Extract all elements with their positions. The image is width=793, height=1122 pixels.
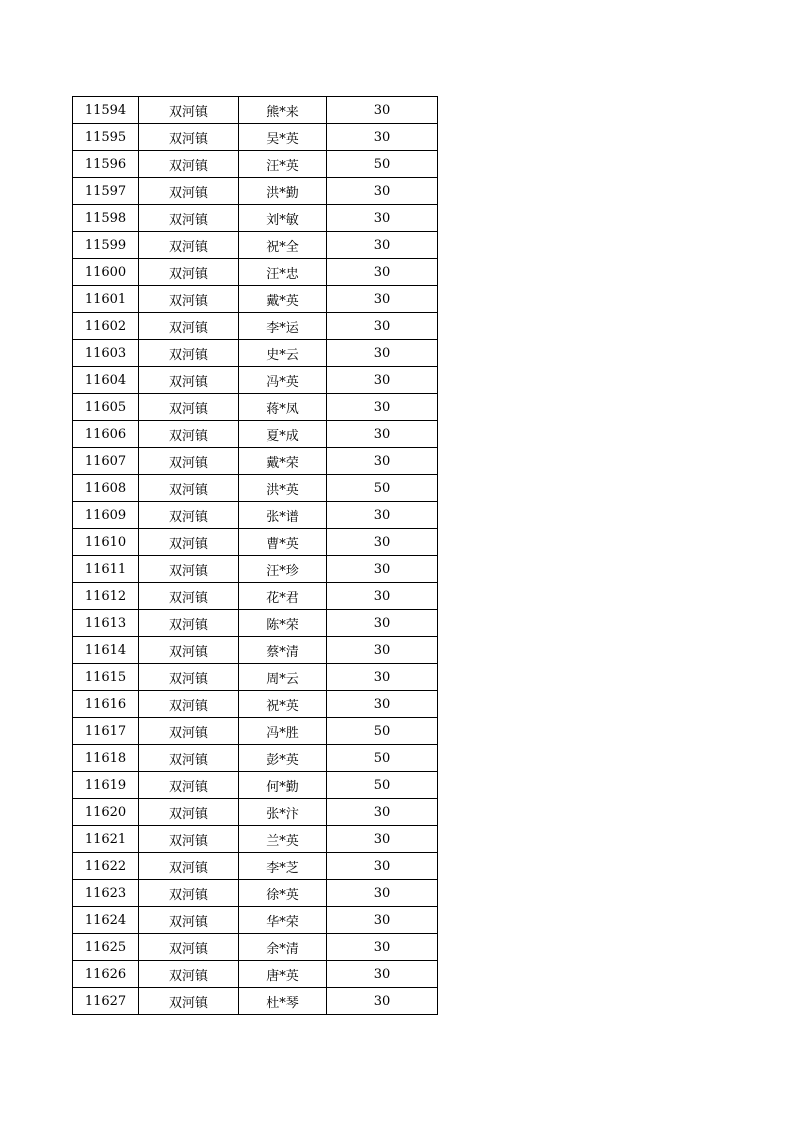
table-row [73,502,438,529]
town-cell: 双河镇 [139,124,239,151]
town-cell: 双河镇 [139,799,239,826]
row-id-cell: 11620 [73,799,139,826]
amount-cell: 50 [327,718,438,745]
row-id-cell: 11603 [73,340,139,367]
amount-cell: 30 [327,259,438,286]
table-row [73,961,438,988]
table-row [73,367,438,394]
town-cell: 双河镇 [139,610,239,637]
row-id-cell: 11614 [73,637,139,664]
row-id-cell: 11597 [73,178,139,205]
table-row [73,259,438,286]
row-id-cell: 11611 [73,556,139,583]
town-cell: 双河镇 [139,286,239,313]
row-id-cell: 11610 [73,529,139,556]
name-cell: 熊*来 [239,97,327,124]
amount-cell: 30 [327,583,438,610]
row-id-cell: 11624 [73,907,139,934]
table-row [73,745,438,772]
name-cell: 史*云 [239,340,327,367]
name-cell: 余*清 [239,934,327,961]
name-cell: 蒋*凤 [239,394,327,421]
table-row [73,583,438,610]
town-cell: 双河镇 [139,313,239,340]
amount-cell: 30 [327,340,438,367]
name-cell: 汪*英 [239,151,327,178]
name-cell: 唐*英 [239,961,327,988]
amount-cell: 30 [327,988,438,1015]
name-cell: 张*谱 [239,502,327,529]
town-cell: 双河镇 [139,178,239,205]
table-row [73,286,438,313]
name-cell: 汪*珍 [239,556,327,583]
row-id-cell: 11623 [73,880,139,907]
row-id-cell: 11605 [73,394,139,421]
name-cell: 冯*胜 [239,718,327,745]
table-row [73,313,438,340]
amount-cell: 30 [327,637,438,664]
table-row [73,880,438,907]
town-cell: 双河镇 [139,772,239,799]
name-cell: 戴*荣 [239,448,327,475]
amount-cell: 50 [327,745,438,772]
town-cell: 双河镇 [139,637,239,664]
row-id-cell: 11608 [73,475,139,502]
amount-cell: 30 [327,556,438,583]
row-id-cell: 11619 [73,772,139,799]
row-id-cell: 11607 [73,448,139,475]
row-id-cell: 11604 [73,367,139,394]
town-cell: 双河镇 [139,556,239,583]
town-cell: 双河镇 [139,151,239,178]
amount-cell: 50 [327,772,438,799]
table-row [73,232,438,259]
amount-cell: 30 [327,367,438,394]
name-cell: 李*运 [239,313,327,340]
name-cell: 张*汴 [239,799,327,826]
town-cell: 双河镇 [139,529,239,556]
amount-cell: 30 [327,799,438,826]
row-id-cell: 11612 [73,583,139,610]
row-id-cell: 11602 [73,313,139,340]
amount-cell: 30 [327,880,438,907]
table-row [73,934,438,961]
name-cell: 周*云 [239,664,327,691]
row-id-cell: 11617 [73,718,139,745]
table-row [73,853,438,880]
table-row [73,448,438,475]
name-cell: 戴*英 [239,286,327,313]
row-id-cell: 11613 [73,610,139,637]
amount-cell: 30 [327,286,438,313]
table-row [73,637,438,664]
amount-cell: 30 [327,97,438,124]
amount-cell: 30 [327,529,438,556]
table-row [73,529,438,556]
name-cell: 李*芝 [239,853,327,880]
table-row [73,772,438,799]
table-row [73,664,438,691]
row-id-cell: 11616 [73,691,139,718]
name-cell: 汪*忠 [239,259,327,286]
name-cell: 曹*英 [239,529,327,556]
town-cell: 双河镇 [139,853,239,880]
name-cell: 洪*英 [239,475,327,502]
amount-cell: 30 [327,907,438,934]
table-row [73,124,438,151]
name-cell: 吴*英 [239,124,327,151]
name-cell: 何*勤 [239,772,327,799]
town-cell: 双河镇 [139,394,239,421]
row-id-cell: 11600 [73,259,139,286]
town-cell: 双河镇 [139,961,239,988]
table-row [73,340,438,367]
town-cell: 双河镇 [139,664,239,691]
name-cell: 花*君 [239,583,327,610]
table-row [73,610,438,637]
table-row [73,421,438,448]
town-cell: 双河镇 [139,97,239,124]
table-body [73,97,438,1015]
table-row [73,97,438,124]
name-cell: 祝*英 [239,691,327,718]
town-cell: 双河镇 [139,502,239,529]
name-cell: 刘*敏 [239,205,327,232]
row-id-cell: 11618 [73,745,139,772]
town-cell: 双河镇 [139,880,239,907]
name-cell: 兰*英 [239,826,327,853]
row-id-cell: 11609 [73,502,139,529]
row-id-cell: 11599 [73,232,139,259]
name-cell: 祝*全 [239,232,327,259]
table-row [73,394,438,421]
table-row [73,556,438,583]
row-id-cell: 11596 [73,151,139,178]
amount-cell: 50 [327,475,438,502]
row-id-cell: 11598 [73,205,139,232]
table-row [73,826,438,853]
town-cell: 双河镇 [139,448,239,475]
amount-cell: 30 [327,205,438,232]
name-cell: 华*荣 [239,907,327,934]
row-id-cell: 11595 [73,124,139,151]
town-cell: 双河镇 [139,583,239,610]
town-cell: 双河镇 [139,421,239,448]
amount-cell: 30 [327,124,438,151]
amount-cell: 30 [327,826,438,853]
town-cell: 双河镇 [139,826,239,853]
table-row [73,205,438,232]
row-id-cell: 11606 [73,421,139,448]
row-id-cell: 11615 [73,664,139,691]
amount-cell: 30 [327,853,438,880]
row-id-cell: 11626 [73,961,139,988]
town-cell: 双河镇 [139,367,239,394]
row-id-cell: 11621 [73,826,139,853]
table-row [73,691,438,718]
town-cell: 双河镇 [139,934,239,961]
amount-cell: 30 [327,961,438,988]
amount-cell: 30 [327,313,438,340]
table-row [73,988,438,1015]
row-id-cell: 11601 [73,286,139,313]
town-cell: 双河镇 [139,745,239,772]
table-row [73,178,438,205]
amount-cell: 30 [327,232,438,259]
town-cell: 双河镇 [139,475,239,502]
town-cell: 双河镇 [139,691,239,718]
town-cell: 双河镇 [139,988,239,1015]
table-row [73,907,438,934]
name-cell: 冯*英 [239,367,327,394]
table-row [73,718,438,745]
amount-cell: 30 [327,664,438,691]
data-table [72,96,438,1015]
name-cell: 洪*勤 [239,178,327,205]
amount-cell: 30 [327,934,438,961]
name-cell: 夏*成 [239,421,327,448]
row-id-cell: 11622 [73,853,139,880]
row-id-cell: 11594 [73,97,139,124]
name-cell: 徐*英 [239,880,327,907]
amount-cell: 50 [327,151,438,178]
town-cell: 双河镇 [139,232,239,259]
amount-cell: 30 [327,610,438,637]
name-cell: 彭*英 [239,745,327,772]
amount-cell: 30 [327,448,438,475]
table-row [73,799,438,826]
town-cell: 双河镇 [139,907,239,934]
town-cell: 双河镇 [139,340,239,367]
amount-cell: 30 [327,394,438,421]
town-cell: 双河镇 [139,259,239,286]
name-cell: 陈*荣 [239,610,327,637]
amount-cell: 30 [327,178,438,205]
town-cell: 双河镇 [139,718,239,745]
row-id-cell: 11627 [73,988,139,1015]
amount-cell: 30 [327,421,438,448]
table-row [73,475,438,502]
table-row [73,151,438,178]
amount-cell: 30 [327,691,438,718]
row-id-cell: 11625 [73,934,139,961]
town-cell: 双河镇 [139,205,239,232]
name-cell: 蔡*清 [239,637,327,664]
amount-cell: 30 [327,502,438,529]
name-cell: 杜*琴 [239,988,327,1015]
